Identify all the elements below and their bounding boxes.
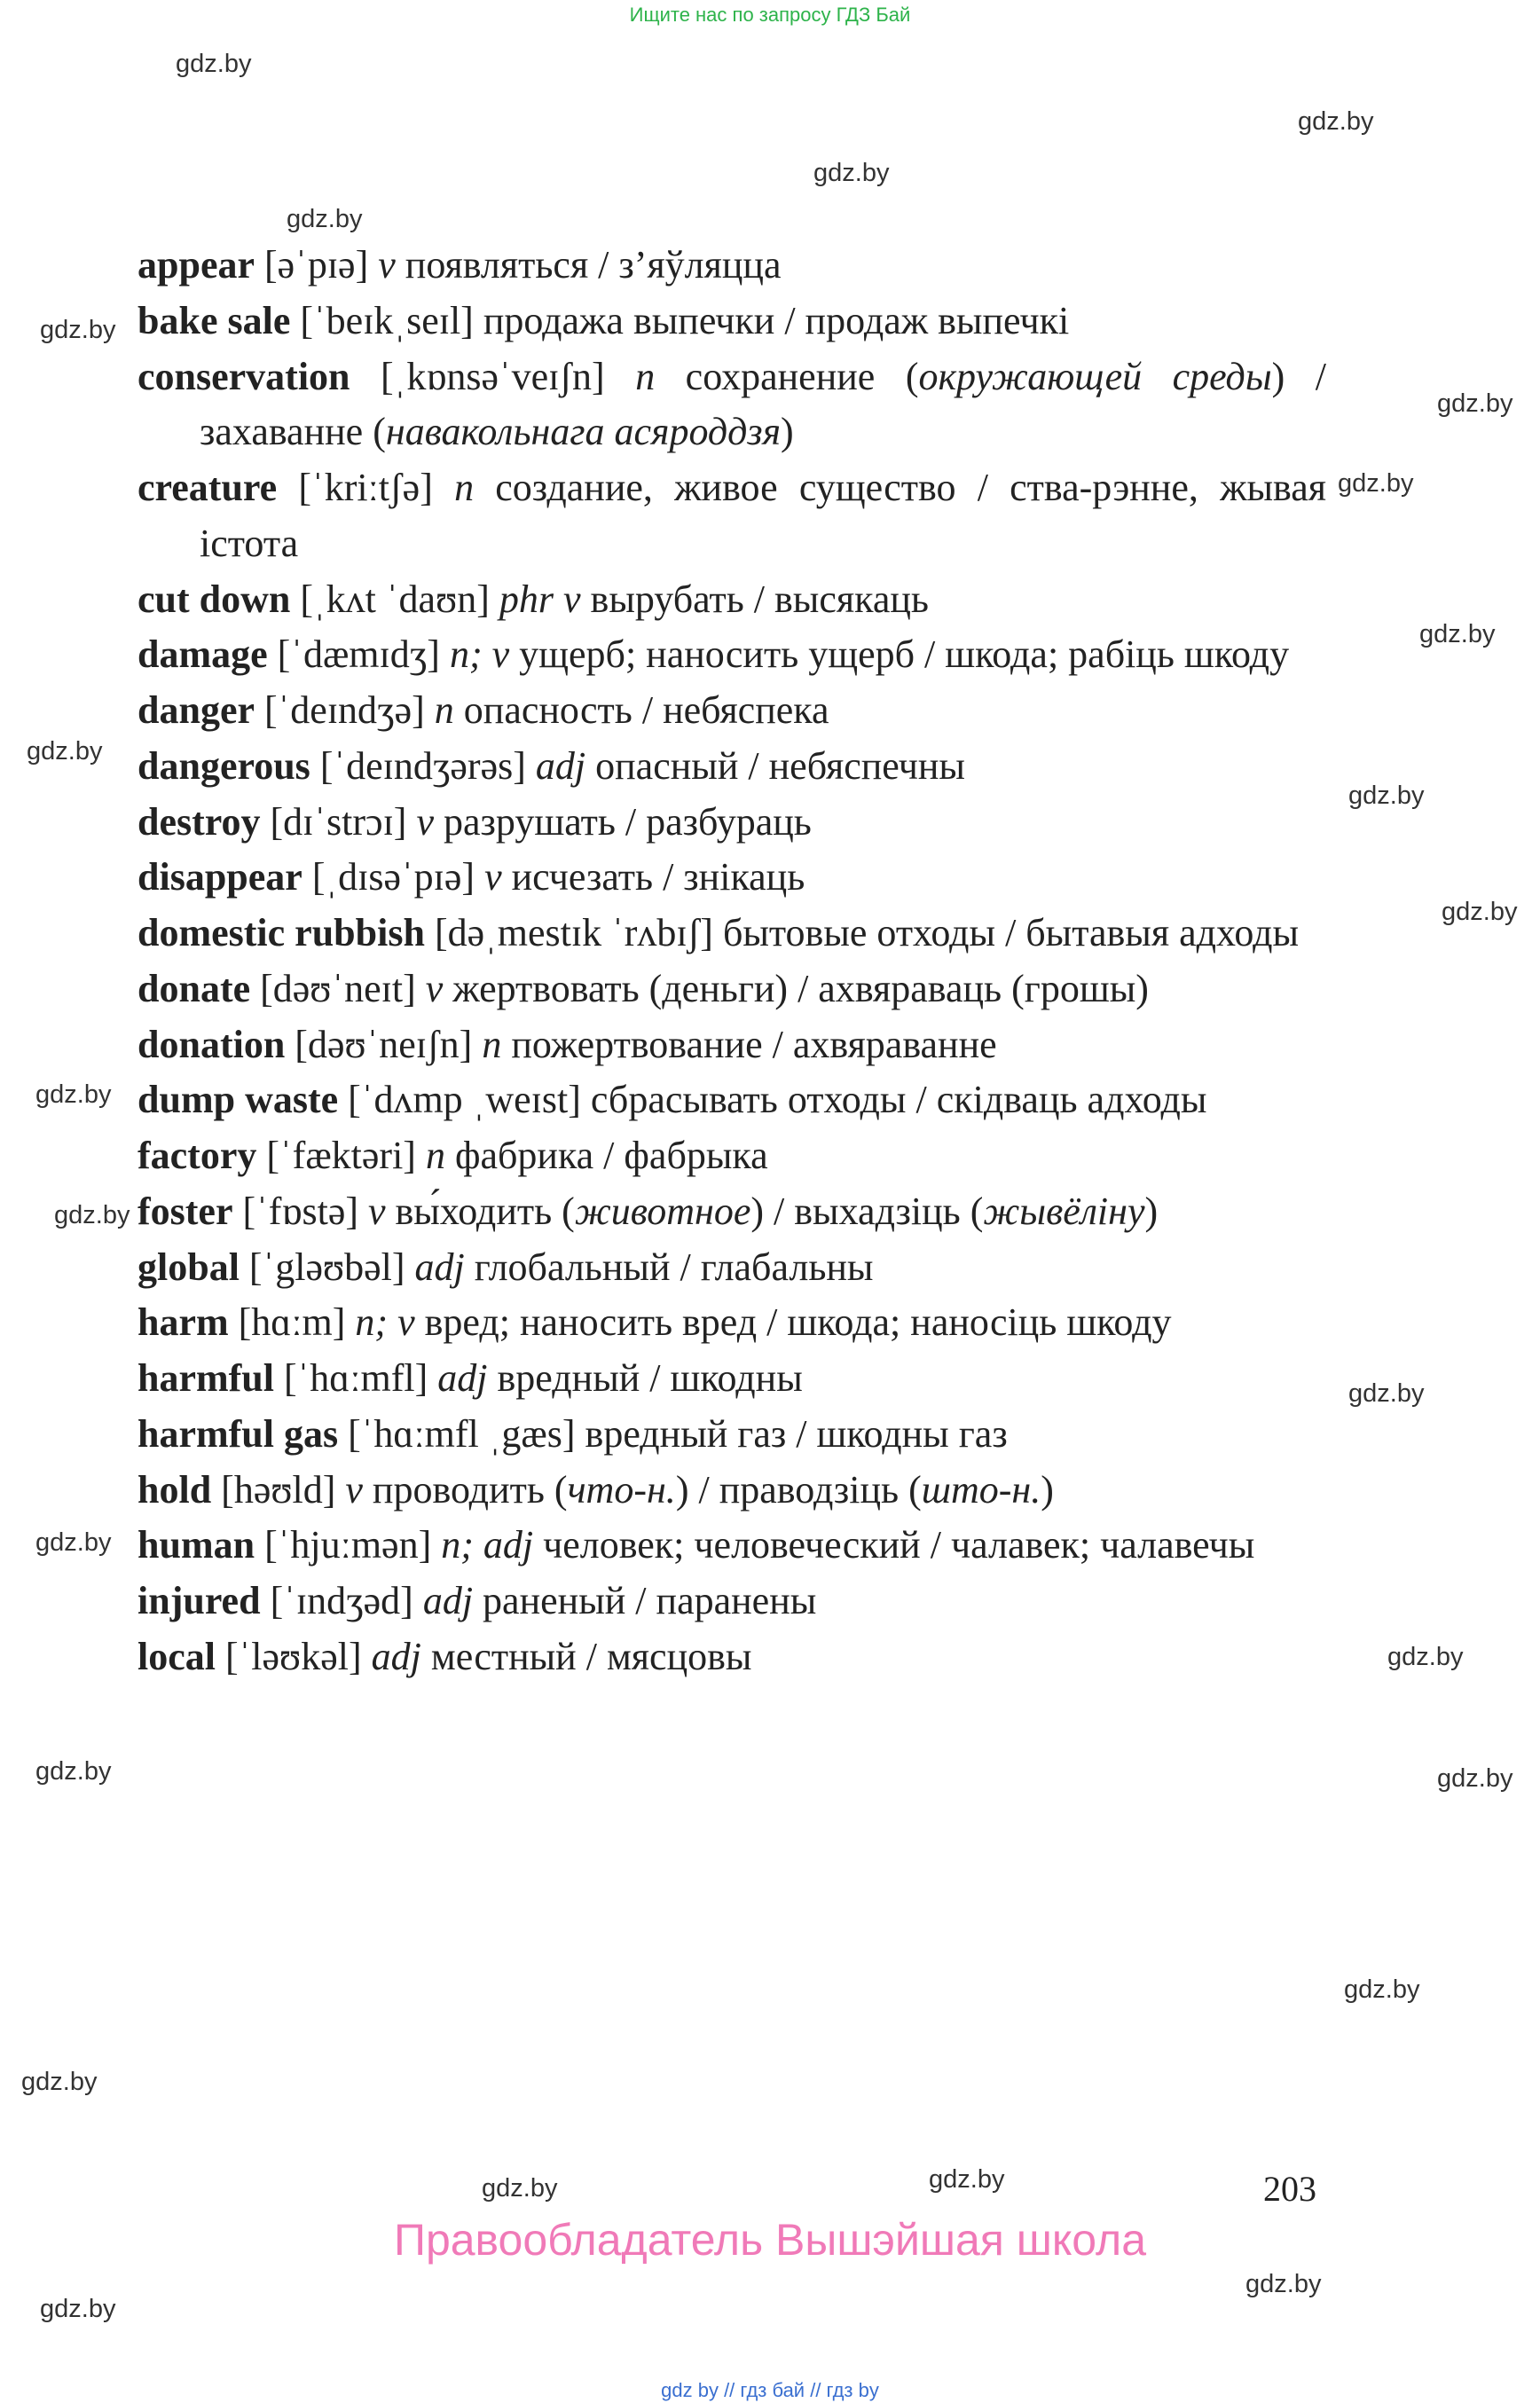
grammar-label: n: [454, 466, 475, 509]
dictionary-entry: [138, 349, 1326, 461]
dictionary-entry: [138, 1128, 1326, 1184]
entry-text: [həʊld]: [211, 1467, 346, 1512]
headword: human: [138, 1523, 255, 1567]
entry-text: фабрика / фабрыка: [444, 1134, 768, 1177]
headword: harm: [138, 1300, 229, 1345]
entry-text: пожертвование / ахвяраванне: [501, 1022, 997, 1066]
dictionary-entry: [138, 294, 1326, 349]
entry-text: [ˌkɒnsəˈveɪʃn]: [350, 354, 636, 398]
grammar-label: окружающей среды: [918, 354, 1272, 398]
dictionary-entry: [138, 1351, 1326, 1407]
entry-text: [dəʊˈneɪʃn]: [285, 1022, 483, 1066]
headword: appear: [138, 243, 255, 287]
headword: local: [138, 1634, 216, 1678]
watermark: gdz.by: [54, 1201, 130, 1229]
watermark: gdz.by: [21, 2068, 98, 2096]
grammar-label: жывёліну: [983, 1189, 1145, 1233]
entry-text: [əˈpɪə]: [255, 243, 379, 287]
headword: global: [138, 1245, 240, 1289]
entry-text: вы́ходить (: [385, 1189, 575, 1233]
grammar-label: adj: [437, 1356, 488, 1400]
entry-text: [hɑːm]: [228, 1300, 356, 1345]
grammar-label: adj: [371, 1634, 421, 1678]
entry-text: [ˈdʌmp ˌweɪst] сбрасывать отходы / скідваць адходы: [338, 1078, 1207, 1122]
watermark: gdz.by: [35, 1528, 112, 1557]
dictionary-entry: [138, 906, 1326, 962]
dictionary-entry: [138, 1518, 1326, 1574]
grammar-label: что-н.: [567, 1467, 676, 1512]
grammar-label: n; adj: [441, 1523, 534, 1567]
entry-text: местный / мясцовы: [420, 1634, 752, 1678]
watermark: gdz.by: [929, 2165, 1005, 2194]
headword: dangerous: [138, 743, 310, 788]
watermark: gdz.by: [176, 50, 252, 78]
grammar-label: n: [482, 1022, 502, 1066]
entry-text: появляться / з’яўляцца: [395, 243, 782, 287]
watermark: gdz.by: [482, 2174, 558, 2203]
entry-text: [dəʊˈneɪt]: [250, 966, 426, 1010]
grammar-label: n; v: [449, 632, 510, 677]
entry-text: ): [1144, 1189, 1159, 1233]
dictionary-entry: [138, 1295, 1326, 1351]
headword: danger: [138, 688, 255, 732]
watermark: gdz.by: [40, 316, 116, 344]
entry-text: ): [1041, 1467, 1054, 1512]
dictionary-entry: [138, 1574, 1326, 1629]
grammar-label: што-н.: [921, 1467, 1041, 1512]
headword: bake sale: [138, 298, 291, 342]
entry-text: [ˈləʊkəl]: [215, 1634, 372, 1678]
watermark: gdz.by: [287, 205, 363, 233]
headword: harmful: [138, 1356, 274, 1400]
entry-text: создание, живое существо / ства-рэнне, жывая істота: [200, 466, 1326, 565]
headword: disappear: [138, 855, 302, 899]
watermark: gdz.by: [1348, 1379, 1425, 1408]
grammar-label: n: [425, 1134, 445, 1177]
dictionary-entry: [138, 739, 1326, 795]
headword: foster: [138, 1189, 233, 1233]
entry-text: [ˌdɪsəˈpɪə]: [302, 855, 485, 899]
entry-text: опасность / небяспека: [453, 688, 829, 732]
grammar-label: животное: [574, 1189, 751, 1233]
grammar-label: adj: [414, 1245, 465, 1289]
grammar-label: n; v: [355, 1300, 415, 1345]
entry-text: [ˈhɑːmfl]: [274, 1356, 438, 1400]
watermark: gdz.by: [35, 1080, 112, 1109]
headword: factory: [138, 1134, 257, 1177]
entry-text: вырубать / высякаць: [580, 577, 929, 621]
watermark: gdz.by: [27, 737, 103, 766]
dictionary-list: [138, 238, 1326, 1685]
copyright-holder: Правообладатель Вышэйшая школа: [394, 2215, 1146, 2265]
dictionary-entry: [138, 627, 1326, 683]
entry-text: ущерб; наносить ущерб / шкода; рабіць шкоду: [509, 632, 1290, 677]
entry-text: [ˈfɒstə]: [232, 1189, 368, 1233]
entry-text: ): [781, 410, 794, 454]
watermark: gdz.by: [1344, 1975, 1420, 2004]
grammar-label: v: [378, 243, 396, 287]
entry-text: ) / выхадзіць (: [750, 1189, 984, 1233]
entry-text: [ˈdæmɪdʒ]: [267, 632, 450, 677]
watermark: gdz.by: [1442, 898, 1518, 926]
entry-text: сохранение (: [655, 354, 919, 398]
dictionary-entry: [138, 1184, 1326, 1240]
dictionary-entry: [138, 1629, 1326, 1685]
entry-text: опасный / небяспечны: [585, 743, 965, 788]
search-hint-banner: Ищите нас по запросу ГДЗ Бай: [629, 4, 911, 26]
headword: donation: [138, 1022, 286, 1066]
headword: hold: [138, 1467, 212, 1512]
grammar-label: v: [416, 799, 434, 844]
entry-text: [ˌkʌt ˈdaʊn]: [290, 577, 499, 621]
grammar-label: v: [368, 1189, 386, 1233]
grammar-label: n: [635, 354, 656, 398]
grammar-label: phr v: [499, 577, 581, 621]
headword: domestic rubbish: [138, 911, 425, 954]
entry-text: раненый / паранены: [473, 1579, 817, 1622]
entry-text: человек; человеческий / чалавек; чалавечы: [533, 1523, 1255, 1567]
grammar-label: n: [434, 688, 454, 732]
entry-text: [ˈkriːtʃə]: [277, 466, 455, 509]
watermark: gdz.by: [1298, 107, 1374, 136]
grammar-label: v: [345, 1467, 363, 1512]
footer-links[interactable]: gdz by // гдз бай // гдз by: [661, 2379, 879, 2401]
entry-text: разрушать / разбураць: [433, 799, 812, 844]
dictionary-entry: [138, 850, 1326, 906]
headword: dump waste: [138, 1078, 339, 1122]
dictionary-entry: [138, 460, 1326, 572]
entry-text: [ˈɪndʒəd]: [260, 1579, 423, 1622]
entry-text: вред; наносить вред / шкода; наносіць шкоду: [414, 1300, 1172, 1345]
entry-text: жертвовать (деньги) / ахвяраваць (грошы): [443, 966, 1149, 1010]
entry-text: [ˈbeɪkˌseɪl] продажа выпечки / продаж выпечкі: [290, 298, 1070, 342]
entry-text: [dəˌmestɪk ˈrʌbɪʃ] бытовые отходы / бытавыя адходы: [424, 911, 1300, 954]
headword: damage: [138, 632, 268, 677]
headword: harmful gas: [138, 1411, 339, 1456]
entry-text: [ˈdeɪndʒərəs]: [310, 743, 536, 788]
grammar-label: adj: [422, 1579, 474, 1622]
headword: destroy: [138, 799, 261, 844]
headword: cut down: [138, 577, 291, 621]
dictionary-entry: [138, 1017, 1326, 1073]
watermark: gdz.by: [1348, 781, 1425, 810]
entry-text: [ˈfæktəri]: [256, 1134, 426, 1177]
dictionary-entry: [138, 962, 1326, 1017]
entry-text: исчезать / знікаць: [501, 855, 805, 899]
headword: creature: [138, 466, 278, 509]
watermark: gdz.by: [35, 1757, 112, 1786]
entry-text: [ˈdeɪndʒə]: [255, 688, 435, 732]
entry-text: [ˈhɑːmfl ˌgæs] вредный газ / шкодны газ: [338, 1411, 1008, 1456]
entry-text: [ˈhjuːmən]: [255, 1523, 442, 1567]
dictionary-entry: [138, 683, 1326, 739]
dictionary-entry: [138, 238, 1326, 294]
entry-text: глобальный / глабальны: [464, 1245, 874, 1289]
watermark: gdz.by: [1437, 389, 1513, 418]
entry-text: [dɪˈstrɔɪ]: [260, 799, 417, 844]
dictionary-entry: [138, 1407, 1326, 1463]
dictionary-entry: [138, 572, 1326, 628]
watermark: gdz.by: [1419, 620, 1496, 648]
watermark: gdz.by: [1387, 1643, 1464, 1671]
entry-text: ) / праводзіць (: [675, 1467, 922, 1512]
entry-text: вредный / шкодны: [487, 1356, 803, 1400]
grammar-label: adj: [535, 743, 586, 788]
entry-text: ) / захаванне (: [200, 354, 1326, 454]
page-number: 203: [1263, 2169, 1316, 2209]
headword: conservation: [138, 354, 350, 398]
watermark: gdz.by: [40, 2295, 116, 2323]
watermark: gdz.by: [813, 159, 890, 187]
dictionary-entry: [138, 1240, 1326, 1296]
entry-text: проводить (: [362, 1467, 568, 1512]
dictionary-entry: [138, 795, 1326, 851]
dictionary-entry: [138, 1072, 1326, 1128]
grammar-label: навакольнага асяроддзя: [385, 410, 782, 454]
headword: injured: [138, 1579, 261, 1622]
dictionary-entry: [138, 1463, 1326, 1519]
entry-text: [ˈgləʊbəl]: [239, 1245, 415, 1289]
watermark: gdz.by: [1338, 469, 1414, 498]
grammar-label: v: [484, 855, 502, 899]
headword: donate: [138, 966, 251, 1010]
watermark: gdz.by: [1437, 1764, 1513, 1793]
grammar-label: v: [425, 966, 444, 1010]
watermark: gdz.by: [1245, 2270, 1322, 2298]
